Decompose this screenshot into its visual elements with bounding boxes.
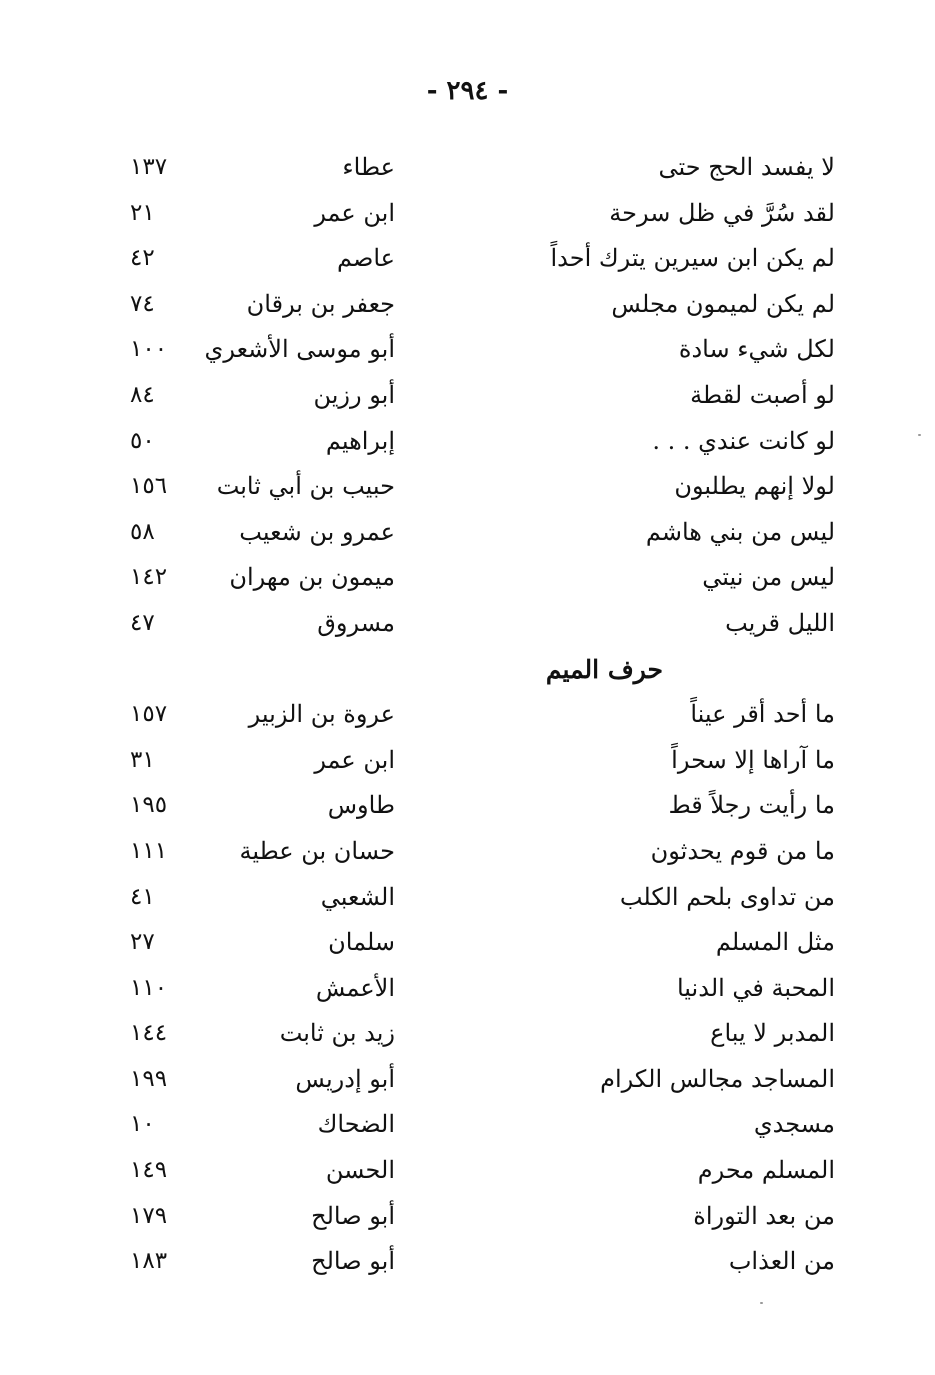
- entry-narrator: ابن عمر: [314, 745, 395, 774]
- entry-narrator: طاوس: [327, 791, 395, 820]
- entry-narrator: الحسن: [325, 1156, 395, 1185]
- entries-mim-section: [0, 692, 935, 1285]
- entry-page-number: ١٤٢: [130, 564, 168, 591]
- entry-page-number: ٢١: [130, 199, 155, 226]
- entry-narrator: الشعبي: [320, 882, 395, 911]
- index-entry-row: [0, 510, 935, 556]
- entry-page-number: ١٠: [130, 1111, 155, 1138]
- entry-page-number: ٤١: [130, 883, 155, 910]
- entry-narrator: ابن عمر: [314, 198, 395, 227]
- entry-narrator: جعفر بن برقان: [246, 289, 395, 318]
- entry-text: من تداوى بلحم الكلب: [619, 882, 835, 911]
- index-entry-row: [0, 236, 935, 282]
- entry-text: لا يفسد الحج حتى: [658, 153, 835, 181]
- entry-narrator: عروة بن الزبير: [248, 700, 395, 729]
- index-entry-row: [0, 692, 935, 738]
- entry-page-number: ٢٧: [130, 929, 155, 956]
- entries-lam-section: [0, 145, 935, 647]
- entry-narrator: الأعمش: [315, 973, 395, 1002]
- index-entry-row: [0, 191, 935, 237]
- entry-page-number: ١٠٠: [130, 336, 168, 363]
- entry-text: المدبر لا يباع: [710, 1019, 835, 1048]
- index-entry-row: [0, 464, 935, 510]
- entry-narrator: ميمون بن مهران: [229, 563, 395, 592]
- entry-page-number: ١٨٣: [130, 1248, 168, 1275]
- entry-text: لو أصبت لقطة: [690, 380, 835, 409]
- entry-narrator: عاصم: [337, 244, 395, 273]
- index-entry-row: [0, 1148, 935, 1194]
- index-entry-row: [0, 1239, 935, 1285]
- index-entry-row: [0, 966, 935, 1012]
- scan-speck: [918, 434, 921, 436]
- entry-text: لكل شيء سادة: [678, 335, 835, 364]
- entry-text: لولا إنهم يطلبون: [674, 472, 835, 501]
- index-entry-row: [0, 373, 935, 419]
- entry-page-number: ١٥٦: [130, 473, 168, 500]
- entry-narrator: مسروق: [317, 608, 395, 637]
- entry-text: ليس من بني هاشم: [645, 517, 835, 546]
- entry-text: لم يكن لميمون مجلس: [611, 289, 835, 318]
- entry-text: المساجد مجالس الكرام: [600, 1064, 835, 1093]
- index-entry-row: [0, 601, 935, 647]
- section-heading-text: حرف الميم: [545, 654, 663, 684]
- entry-text: لم يكن ابن سيرين يترك أحداً: [550, 244, 835, 273]
- index-entry-row: [0, 920, 935, 966]
- index-entry-row: [0, 1102, 935, 1148]
- entry-page-number: ٨٤: [130, 381, 155, 408]
- entry-text: ليس من نيتي: [702, 563, 835, 592]
- entry-page-number: ٥٠: [130, 427, 155, 454]
- entry-narrator: أبو صالح: [311, 1247, 395, 1276]
- entry-text: ما آراها إلا سحراً: [671, 745, 835, 774]
- page-number: - ٢٩٤ -: [426, 76, 509, 106]
- section-heading: [0, 647, 935, 693]
- entry-narrator: عمرو بن شعيب: [239, 517, 395, 546]
- entry-text: ما أحد أقر عيناً: [690, 700, 835, 729]
- entry-text: من بعد التوراة: [693, 1201, 835, 1230]
- index-entry-row: [0, 419, 935, 465]
- entry-page-number: ١٩٥: [130, 792, 168, 819]
- entry-page-number: ١٣٧: [130, 154, 168, 180]
- entry-narrator: أبو رزين: [313, 380, 395, 409]
- index-entry-row: [0, 1011, 935, 1057]
- index-entry-row: [0, 875, 935, 921]
- entry-page-number: ٣١: [130, 746, 155, 773]
- entry-page-number: ١٤٩: [130, 1157, 168, 1184]
- index-entry-row: [0, 1194, 935, 1240]
- entry-page-number: ٤٢: [130, 245, 155, 272]
- entry-page-number: ٥٨: [130, 518, 155, 545]
- entry-text: المحبة في الدنيا: [676, 973, 835, 1002]
- entry-text: من العذاب: [728, 1247, 835, 1276]
- entry-narrator: زيد بن ثابت: [279, 1019, 395, 1048]
- entry-page-number: ١١١: [130, 837, 168, 864]
- index-entry-row: [0, 738, 935, 784]
- entry-page-number: ٤٧: [130, 609, 155, 636]
- entry-narrator: إبراهيم: [325, 426, 395, 455]
- entry-text: ما رأيت رجلاً قط: [668, 791, 835, 820]
- index-entry-row: [0, 145, 935, 191]
- entry-page-number: ٧٤: [130, 290, 155, 317]
- entry-narrator: عطاء: [342, 153, 395, 181]
- index-list: [0, 145, 935, 1285]
- entry-narrator: الضحاك: [317, 1110, 395, 1139]
- entry-text: ما من قوم يحدثون: [650, 836, 835, 865]
- entry-text: مسجدي: [753, 1110, 835, 1139]
- entry-text: مثل المسلم: [715, 928, 835, 957]
- index-entry-row: [0, 555, 935, 601]
- index-entry-row: [0, 282, 935, 328]
- index-entry-row: [0, 327, 935, 373]
- entry-text: الليل قريب: [725, 608, 835, 637]
- entry-narrator: أبو صالح: [311, 1201, 395, 1230]
- entry-narrator: حسان بن عطية: [239, 836, 395, 865]
- entry-narrator: أبو إدريس: [295, 1064, 395, 1093]
- index-entry-row: [0, 1057, 935, 1103]
- entry-narrator: أبو موسى الأشعري: [204, 335, 395, 364]
- index-entry-row: [0, 829, 935, 875]
- entry-text: لقد سُرَّ في ظل سرحة: [609, 198, 835, 227]
- entry-page-number: ١٥٧: [130, 701, 168, 728]
- index-entry-row: [0, 783, 935, 829]
- entry-narrator: سلمان: [328, 928, 395, 957]
- entry-narrator: حبيب بن أبي ثابت: [216, 472, 395, 501]
- scan-speck: [760, 1302, 763, 1304]
- entry-page-number: ١٧٩: [130, 1202, 168, 1229]
- entry-page-number: ١٤٤: [130, 1020, 168, 1047]
- entry-text: المسلم محرم: [697, 1156, 835, 1185]
- entry-text: لو كانت عندي . . .: [652, 426, 835, 455]
- entry-page-number: ١٩٩: [130, 1065, 168, 1092]
- entry-page-number: ١١٠: [130, 974, 168, 1001]
